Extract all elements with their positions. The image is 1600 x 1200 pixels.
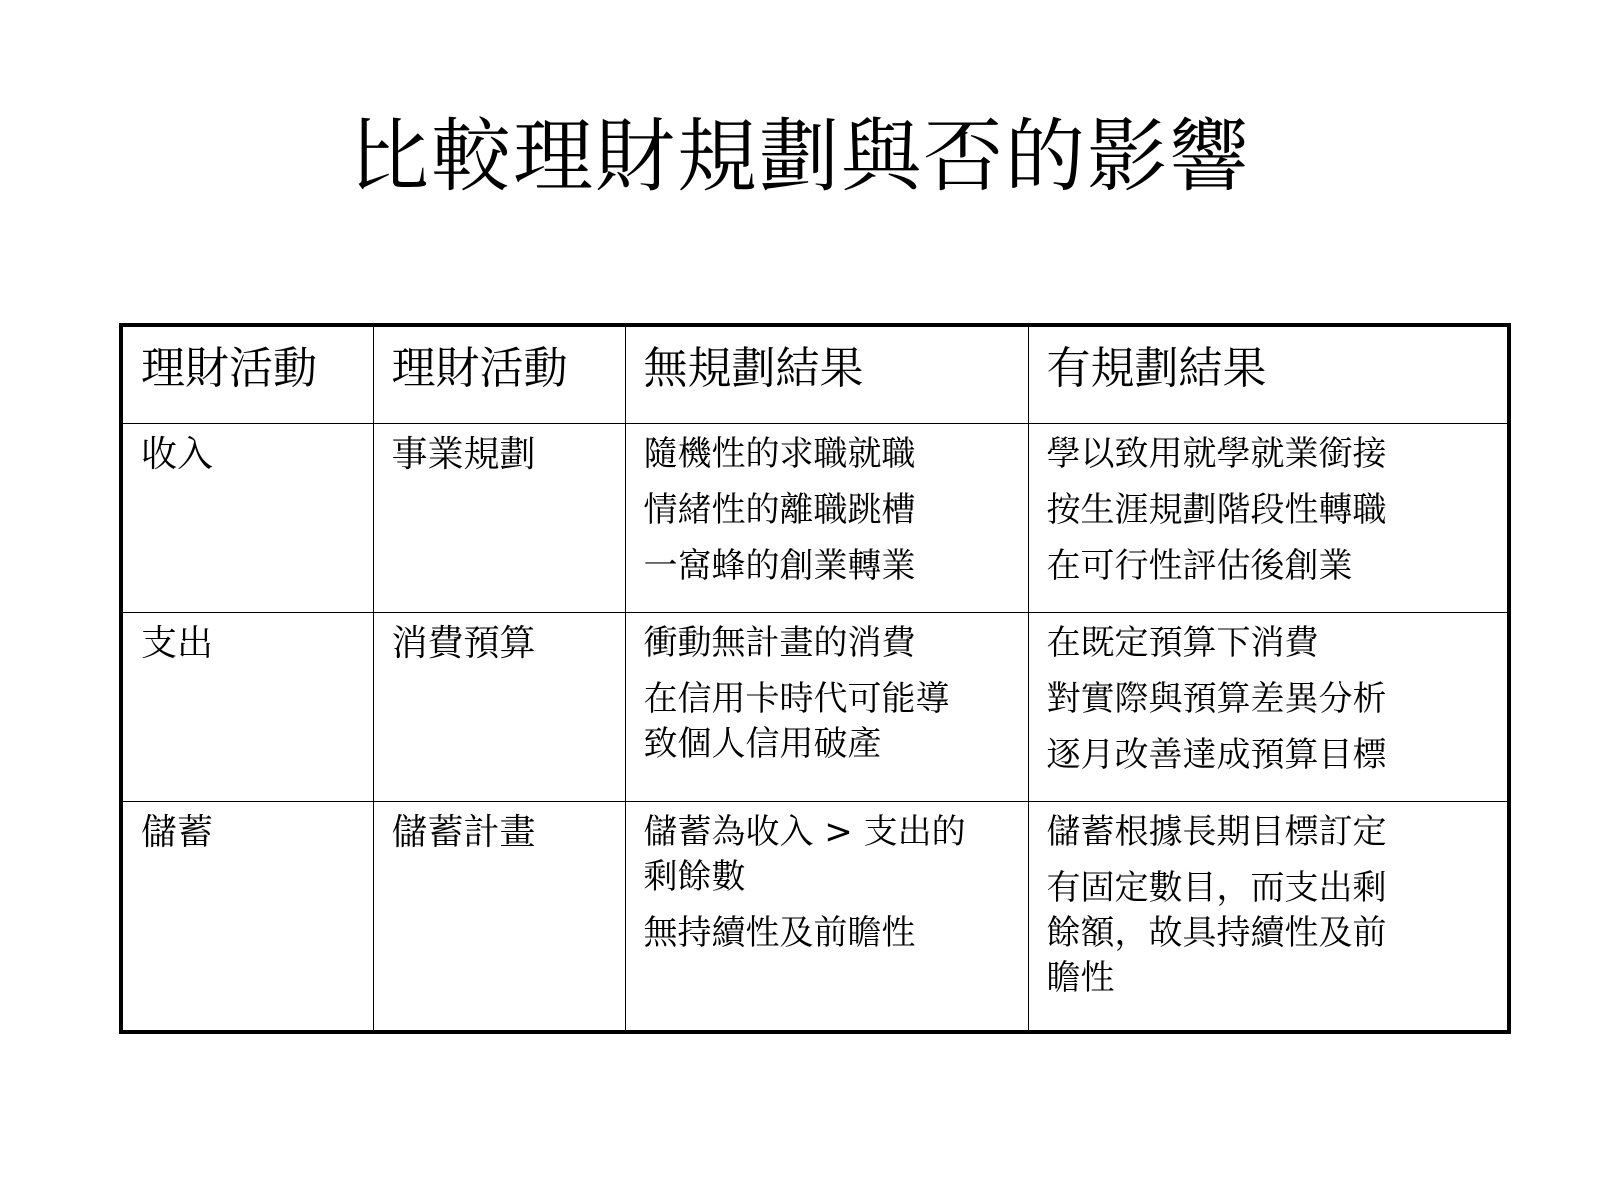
unplanned-cell: [625, 802, 1028, 1033]
result-line: 在信用卡時代可能導: [643, 679, 950, 719]
header-unplanned-result: 無規劃結果: [625, 325, 1028, 424]
table-row: [121, 802, 1509, 1033]
result-line: 按生涯規劃階段性轉職: [1046, 490, 1387, 530]
table-row: [121, 424, 1509, 613]
planned-cell: [1028, 613, 1509, 802]
result-line: 逐月改善達成預算目標: [1046, 735, 1387, 775]
activity-cell: 消費預算: [373, 613, 625, 802]
page-title: 比較理財規劃與否的影響: [349, 110, 1251, 203]
result-line: 儲蓄根據長期目標訂定: [1046, 812, 1387, 852]
unplanned-cell: [625, 424, 1028, 613]
result-line: 瞻性: [1046, 958, 1115, 998]
header-activity: 理財活動: [373, 325, 625, 424]
planned-cell: [1028, 424, 1509, 613]
result-line: 有固定數目，而支出剩: [1046, 868, 1387, 908]
result-line: 學以致用就學就業銜接: [1046, 434, 1387, 474]
result-line: 對實際與預算差異分析: [1046, 679, 1387, 719]
comparison-table: [119, 323, 1511, 1034]
category-cell: 收入: [121, 424, 373, 613]
result-line: 無持續性及前瞻性: [643, 913, 916, 953]
activity-cell: 儲蓄計畫: [373, 802, 625, 1033]
result-line: 情緒性的離職跳槽: [643, 490, 916, 530]
unplanned-cell: [625, 613, 1028, 802]
header-planned-result: 有規劃結果: [1028, 325, 1509, 424]
result-line: 餘額，故具持續性及前: [1046, 913, 1387, 953]
activity-cell: 事業規劃: [373, 424, 625, 613]
result-line: 儲蓄為收入 > 支出的: [643, 812, 966, 852]
header-activity-category: 理財活動: [121, 325, 373, 424]
result-line: 致個人信用破產: [643, 724, 882, 764]
result-line: 隨機性的求職就職: [643, 434, 916, 474]
result-line: 剩餘數: [643, 857, 746, 897]
planned-cell: [1028, 802, 1509, 1033]
result-line: 衝動無計畫的消費: [643, 623, 916, 663]
table-row: [121, 613, 1509, 802]
category-cell: 支出: [121, 613, 373, 802]
result-line: 在可行性評估後創業: [1046, 546, 1353, 586]
category-cell: 儲蓄: [121, 802, 373, 1033]
result-line: 一窩蜂的創業轉業: [643, 546, 916, 586]
table-header-row: [121, 325, 1509, 424]
result-line: 在既定預算下消費: [1046, 623, 1319, 663]
